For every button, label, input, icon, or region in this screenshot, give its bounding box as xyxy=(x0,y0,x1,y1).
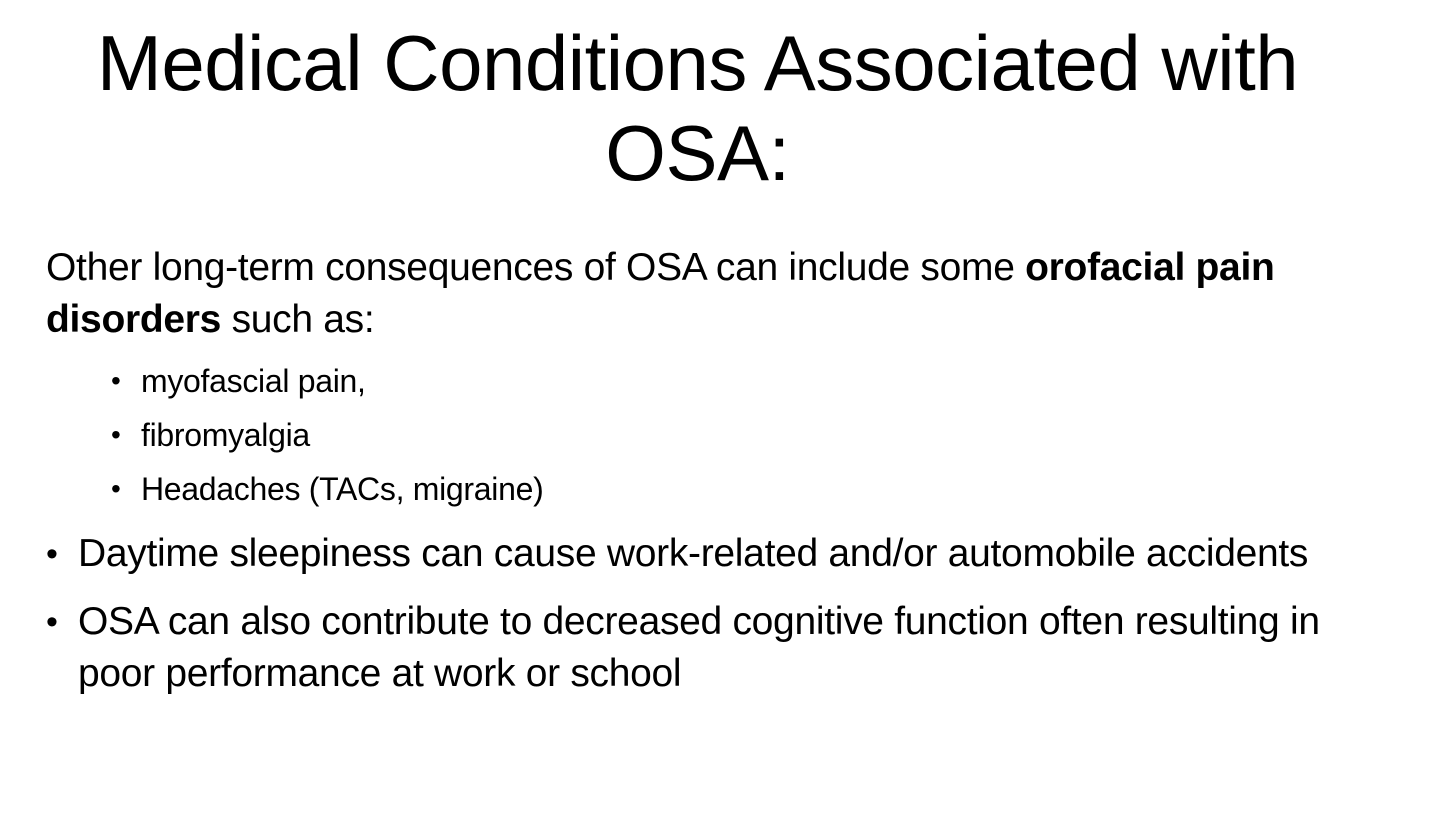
intro-text-after: such as: xyxy=(221,298,375,341)
bullet-icon: • xyxy=(111,473,121,504)
bullet-icon: • xyxy=(46,603,58,641)
slide-title: Medical Conditions Associated with OSA: xyxy=(96,19,1299,197)
sub-bullet-list xyxy=(46,354,1386,516)
sub-list-item xyxy=(46,462,1386,516)
bullet-icon: • xyxy=(46,535,58,573)
main-list-item-text: OSA can also contribute to decreased cognitive function often resulting in poor performance at work or school xyxy=(78,600,1320,695)
sub-list-item xyxy=(46,408,1386,462)
slide-body xyxy=(46,242,1386,716)
sub-list-item-text: Headaches (TACs, migraine) xyxy=(141,471,544,507)
intro-text-before: Other long-term consequences of OSA can include some xyxy=(46,246,1026,289)
intro-paragraph xyxy=(46,242,1386,346)
main-bullet-list xyxy=(46,528,1386,700)
sub-list-item xyxy=(46,354,1386,408)
bullet-icon: • xyxy=(111,419,121,450)
main-list-item xyxy=(46,596,1386,700)
intro-bold-text: orofacial pain disorders xyxy=(46,246,1275,341)
bullet-icon: • xyxy=(111,365,121,396)
main-list-item-text: Daytime sleepiness can cause work-related and/or automobile accidents xyxy=(78,532,1309,575)
main-list-item xyxy=(46,528,1386,580)
sub-list-item-text: myofascial pain, xyxy=(141,363,366,399)
sub-list-item-text: fibromyalgia xyxy=(141,417,310,453)
